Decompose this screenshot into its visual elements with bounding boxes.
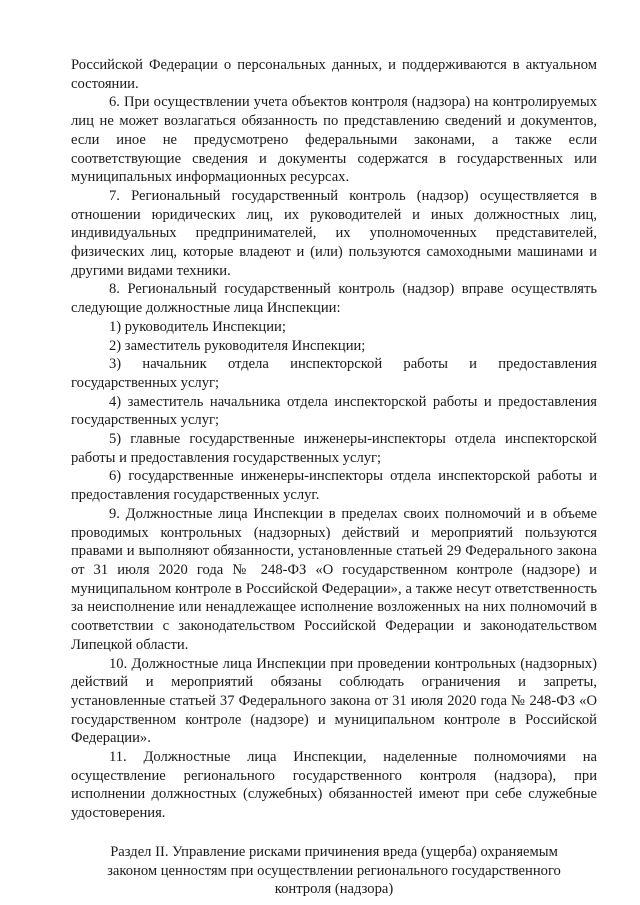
paragraph-10: 10. Должностные лица Инспекции при проведении контрольных (надзорных) действий и мероприятий обязаны соблюдать ограничения и запреты, установленные статьей 37 Федерального закона от 31 июля 2020 года № 248-ФЗ «О государственном контроле (надзоре) и муниципальном контроле в Российской Федерации». (71, 655, 597, 747)
list-item-6: 6) государственные инженеры-инспекторы отдела инспекторской работы и предоставления государственных услуг. (71, 468, 597, 504)
paragraph-continuation: Российской Федерации о персональных данных, и поддерживаются в актуальном состоянии. (71, 57, 597, 92)
list-item-5: 5) главные государственные инженеры-инспекторы отдела инспекторской работы и предоставления государственных услуг; (71, 431, 597, 466)
list-item-4: 4) заместитель начальника отдела инспекторской работы и предоставления государственных услуг; (71, 393, 597, 429)
paragraph-11: 11. Должностные лица Инспекции, наделенные полномочиями на осуществление регионального государственного контроля (надзора), при исполнении должностных (служебных) обязанностей имеют при себе служебные удостоверения. (71, 749, 597, 822)
paragraph-7: 7. Региональный государственный контроль (надзор) осуществляется в отношении юридических лиц, их руководителей и иных должностных лиц, индивидуальных предпринимателей, их уполномоченных представителей, физических лиц, которые владеют и (или) пользуются самоходными машинами и другими видами техники. (71, 187, 597, 279)
list-item-3: 3) начальник отдела инспекторской работы и предоставления государственных услуг; (71, 356, 597, 391)
document-page (71, 56, 597, 899)
paragraph-6: 6. При осуществлении учета объектов контроля (надзора) на контролируемых лиц не может возлагаться обязанность по представлению сведений и документов, если иное не предусмотрено федеральными законами, а также если соответствующие сведения и документы содержатся в государственных или муниципальных информационных ресурсах. (71, 94, 597, 186)
paragraph-8: 8. Региональный государственный контроль (надзор) вправе осуществлять следующие должностные лица Инспекции: (71, 281, 597, 317)
list-item-2: 2) заместитель руководителя Инспекции; (109, 337, 366, 354)
list-item-1: 1) руководитель Инспекции; (109, 318, 286, 335)
paragraph-9: 9. Должностные лица Инспекции в пределах своих полномочий и в объеме проводимых контрольных (надзорных) действий и мероприятий пользуются правами и выполняют обязанности, установленные статьей 29 Федерального закона от 31 июля 2020 года № 248-ФЗ «О государственном контроле (надзоре) и муниципальном контроле в Российской Федерации», а также несут ответственность за неисполнение или ненадлежащее исполнение возложенных на них полномочий в соответствии с законодательством Российской Федерации и законодательством Липецкой области. (71, 505, 597, 653)
section-heading: Раздел II. Управление рисками причинения вреда (ущерба) охраняемым законом ценностям при осуществлении регионального государственного контроля (надзора) (107, 843, 561, 898)
